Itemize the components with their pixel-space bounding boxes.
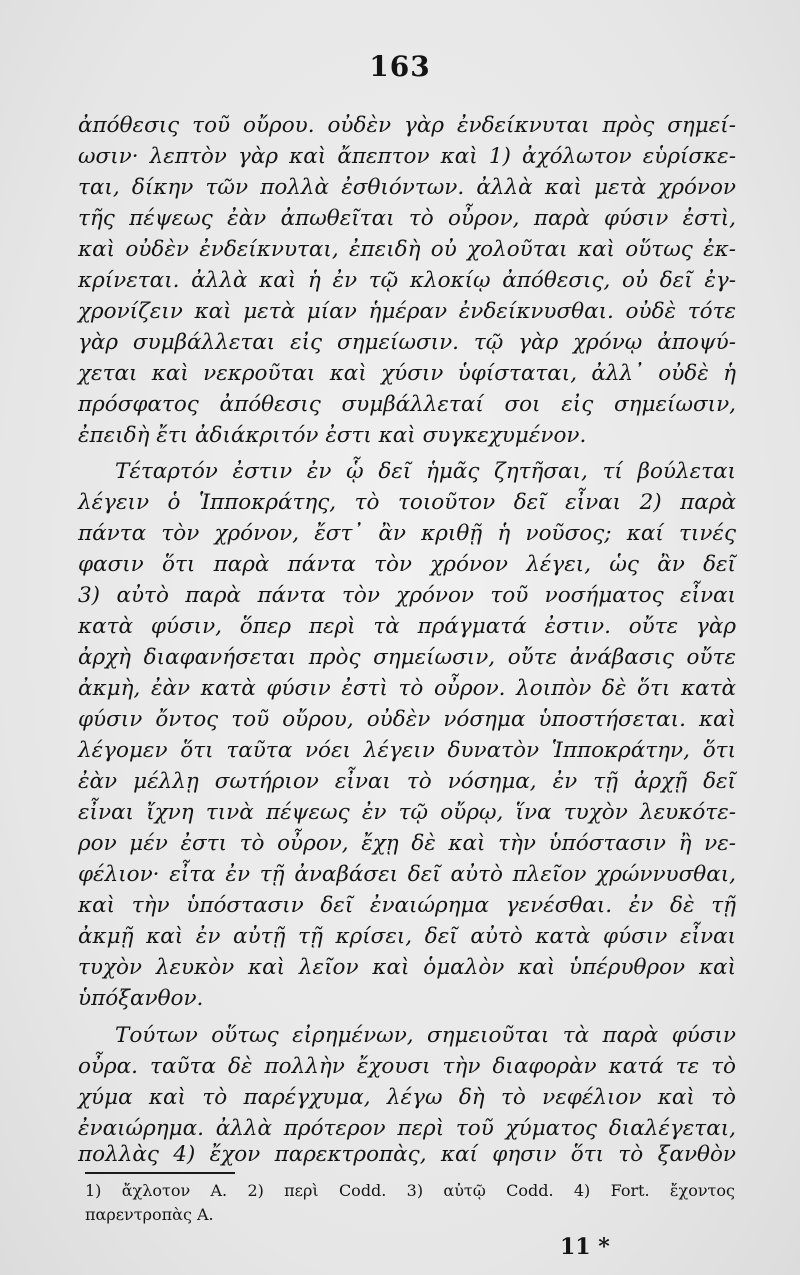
text-line: κατὰ φύσιν, ὅπερ περὶ τὰ πράγματά ἐστιν. οὔτε γὰρ xyxy=(78,614,736,639)
text-line: καὶ οὐδὲν ἐνδείκνυται, ἐπειδὴ οὐ χολοῦται καὶ οὕτως ἐκ- xyxy=(78,237,736,262)
text-line: πάντα τὸν χρόνον, ἔστ᾽ ἂν κριθῇ ἡ νοῦσος; καί τινές xyxy=(78,521,736,546)
footnote-line: παρεντροπὰς A. xyxy=(85,1205,214,1224)
text-line: πρόσφατος ἀπόθεσις συμβάλλεταί σοι εἰς σημείωσιν, xyxy=(78,392,736,417)
text-line: ἐναιώρημα. ἀλλὰ πρότερον περὶ τοῦ χύματος διαλέγεται, xyxy=(78,1116,736,1141)
text-line: χύμα καὶ τὸ παρέγχυμα, λέγω δὴ τὸ νεφέλιον καὶ τὸ xyxy=(78,1085,736,1110)
footnote-rule xyxy=(85,1172,235,1174)
text-line: Τούτων οὕτως εἰρημένων, σημειοῦται τὰ παρὰ φύσιν xyxy=(115,1023,736,1048)
text-line: 3) αὐτὸ παρὰ πάντα τὸν χρόνον τοῦ νοσήματος εἶναι xyxy=(78,583,736,608)
text-line: καὶ τὴν ὑπόστασιν δεῖ ἐναιώρημα γενέσθαι. ἐν δὲ τῇ xyxy=(78,893,736,918)
text-line: λέγειν ὁ Ἱπποκράτης, τὸ τοιοῦτον δεῖ εἶναι 2) παρὰ xyxy=(78,490,736,515)
signature-mark: 11 * xyxy=(560,1234,610,1260)
text-line: γὰρ συμβάλλεται εἰς σημείωσιν. τῷ γὰρ χρόνῳ ἀποψύ- xyxy=(78,330,736,355)
text-line: ἀπόθεσις τοῦ οὔρου. οὐδὲν γὰρ ἐνδείκνυται πρὸς σημεί- xyxy=(78,113,736,138)
page-number: 163 xyxy=(369,50,431,83)
text-line: ἐὰν μέλλῃ σωτήριον εἶναι τὸ νόσημα, ἐν τῇ ἀρχῇ δεῖ xyxy=(78,769,736,794)
text-line: κρίνεται. ἀλλὰ καὶ ἡ ἐν τῷ κλοκίῳ ἀπόθεσις, οὐ δεῖ ἐγ- xyxy=(78,268,736,293)
text-line: ωσιν· λεπτὸν γὰρ καὶ ἄπεπτον καὶ 1) ἀχόλωτον εὑρίσκε- xyxy=(78,144,736,169)
text-line: ἐπειδὴ ἔτι ἀδιάκριτόν ἐστι καὶ συγκεχυμένον. xyxy=(78,423,587,448)
text-line: χρονίζειν καὶ μετὰ μίαν ἡμέραν ἐνδείκνυσθαι. οὐδὲ τότε xyxy=(78,299,736,324)
text-line: λέγομεν ὅτι ταῦτα νόει λέγειν δυνατὸν Ἱπποκράτην, ὅτι xyxy=(78,738,736,763)
text-line: οὖρα. ταῦτα δὲ πολλὴν ἔχουσι τὴν διαφορὰν κατά τε τὸ xyxy=(78,1054,736,1079)
text-line: ἀρχὴ διαφανήσεται πρὸς σημείωσιν, οὔτε ἀνάβασις οὔτε xyxy=(78,645,736,670)
text-line: ἀκμὴ, ἐὰν κατὰ φύσιν ἐστὶ τὸ οὖρον. λοιπὸν δὲ ὅτι κατὰ xyxy=(78,676,736,701)
text-line: φασιν ὅτι παρὰ πάντα τὸν χρόνον λέγει, ὡς ἂν δεῖ xyxy=(78,552,736,577)
text-line: πολλὰς 4) ἔχον παρεκτροπὰς, καί φησιν ὅτι τὸ ξανθὸν xyxy=(78,1142,736,1167)
text-line: ται, δίκην τῶν πολλὰ ἐσθιόντων. ἀλλὰ καὶ μετὰ χρόνον xyxy=(78,175,736,200)
text-line: τυχὸν λευκὸν καὶ λεῖον καὶ ὁμαλὸν καὶ ὑπέρυθρον καὶ xyxy=(78,955,736,980)
text-line: χεται καὶ νεκροῦται καὶ χύσιν ὑφίσταται, ἀλλ᾽ οὐδὲ ἡ xyxy=(78,361,736,386)
footnote-line: 1) ἄχλοτον A. 2) περὶ Codd. 3) αὐτῷ Codd. 4) Fort. ἔχοντος xyxy=(85,1181,735,1200)
text-line: ἀκμῇ καὶ ἐν αὐτῇ τῇ κρίσει, δεῖ αὐτὸ κατὰ φύσιν εἶναι xyxy=(78,924,736,949)
text-line: φέλιον· εἶτα ἐν τῇ ἀναβάσει δεῖ αὐτὸ πλεῖον χρώννυσθαι, xyxy=(78,862,736,887)
text-line: εἶναι ἴχνη τινὰ πέψεως ἐν τῷ οὔρῳ, ἵνα τυχὸν λευκότε- xyxy=(78,800,736,825)
text-line: τῆς πέψεως ἐὰν ἀπωθεῖται τὸ οὖρον, παρὰ φύσιν ἐστὶ, xyxy=(78,206,736,231)
text-line: ρον μέν ἐστι τὸ οὖρον, ἔχῃ δὲ καὶ τὴν ὑπόστασιν ἢ νε- xyxy=(78,831,736,856)
text-line: ὑπόξανθον. xyxy=(78,986,204,1011)
text-line: Τέταρτόν ἐστιν ἐν ᾧ δεῖ ἡμᾶς ζητῆσαι, τί βούλεται xyxy=(115,459,736,484)
text-line: φύσιν ὄντος τοῦ οὔρου, οὐδὲν νόσημα ὑποστήσεται. καὶ xyxy=(78,707,736,732)
